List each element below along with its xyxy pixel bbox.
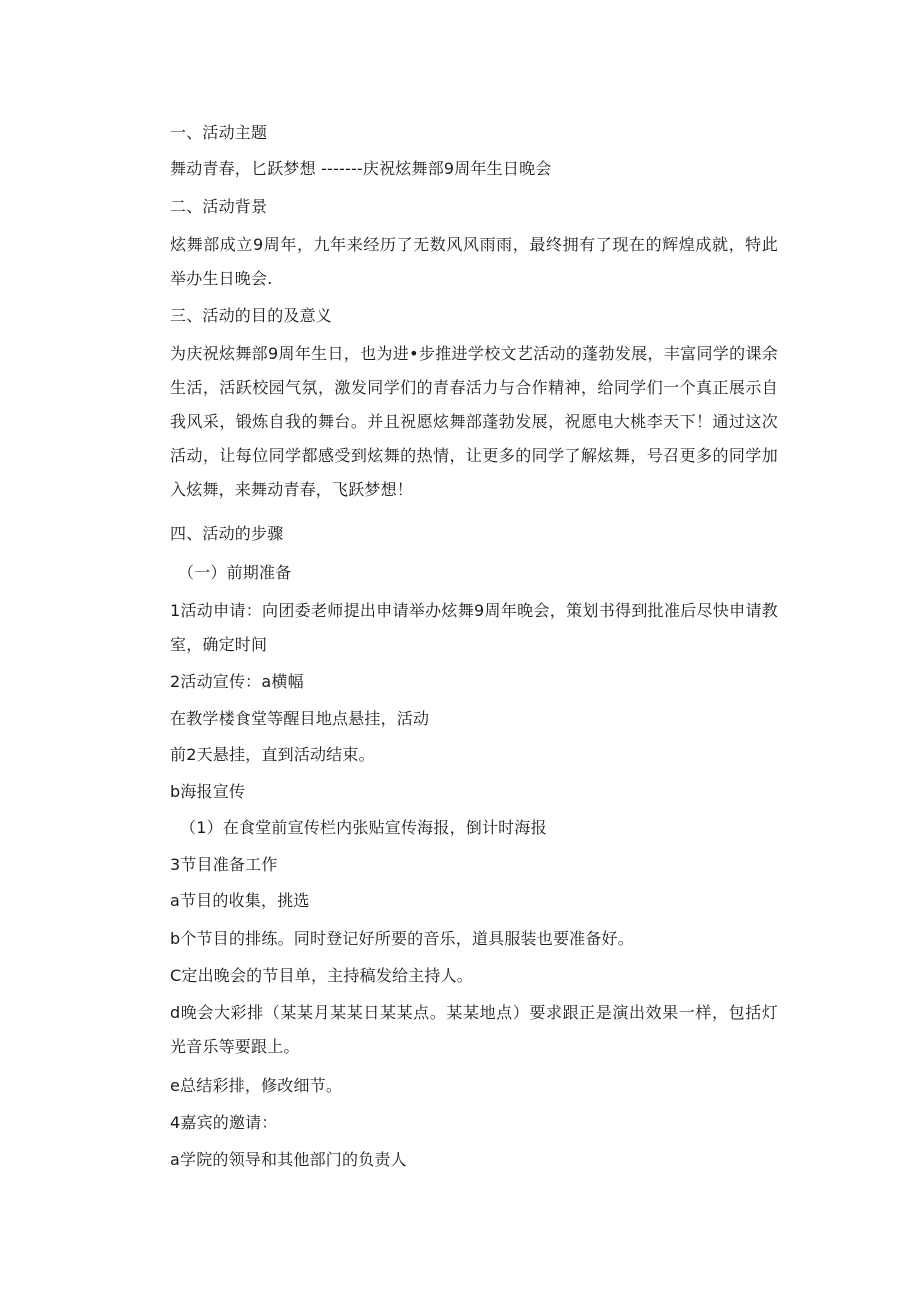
subsection-preparation: （一）前期准备 (178, 563, 292, 582)
section-heading-steps: 四、活动的步骤 (170, 524, 284, 543)
step-2-publicity: 2活动宣传：a横幅 (170, 672, 304, 691)
step-3-d: d晚会大彩排（某某月某某日某某点。某某地点）要求跟正是演出效果一样，包括灯光音乐等要跟上。 (170, 1003, 778, 1056)
step-3-program: 3节目准备工作 (170, 855, 278, 874)
background-paragraph: 炫舞部成立9周年，九年来经历了无数风风雨雨，最终拥有了现在的辉煌成就，特此举办生日晚会. (170, 235, 778, 288)
step-3-c: C定出晚会的节目单，主持稿发给主持人。 (170, 966, 473, 985)
step-2-poster: b海报宣传 (170, 782, 246, 801)
section-heading-purpose: 三、活动的目的及意义 (170, 306, 333, 325)
step-4-guests: 4嘉宾的邀请： (170, 1113, 278, 1132)
theme-text: 舞动青春，匕跃梦想 -------庆祝炫舞部9周年生日晚会 (170, 159, 552, 178)
purpose-paragraph: 为庆祝炫舞部9周年生日，也为进•步推进学校文艺活动的蓬勃发展，丰富同学的课余生活，活跃校园气氛，激发同学们的青春活力与合作精神，给同学们一个真正展示自我风采，锻炼自我的舞台。并且祝愿炫舞部蓬勃发展，祝愿电大桃李天下！通过这次活动，让每位同学都感受到炫舞的热情，让更多的同学了解炫舞，号召更多的同学加入炫舞，来舞动青春，飞跃梦想！ (170, 344, 778, 499)
step-2-poster-detail: （1）在食堂前宣传栏内张贴宣传海报，倒计时海报 (180, 818, 547, 837)
step-2-banner-detail-1: 在教学楼食堂等醒目地点悬挂，活动 (170, 709, 430, 728)
step-4-a: a学院的领导和其他部门的负责人 (170, 1150, 407, 1169)
step-2-banner-detail-2: 前2天悬挂，直到活动结束。 (170, 745, 375, 764)
step-1-application: 1活动申请：向团委老师提出申请举办炫舞9周年晚会，策划书得到批准后尽快申请教室，确定时间 (170, 601, 778, 654)
step-3-a: a节目的收集，挑选 (170, 891, 310, 910)
step-3-b: b个节目的排练。同时登记好所要的音乐，道具服装也要准备好。 (170, 929, 634, 948)
section-heading-theme: 一、活动主题 (170, 123, 268, 142)
section-heading-background: 二、活动背景 (170, 197, 268, 216)
step-3-e: e总结彩排，修改细节。 (170, 1076, 343, 1095)
